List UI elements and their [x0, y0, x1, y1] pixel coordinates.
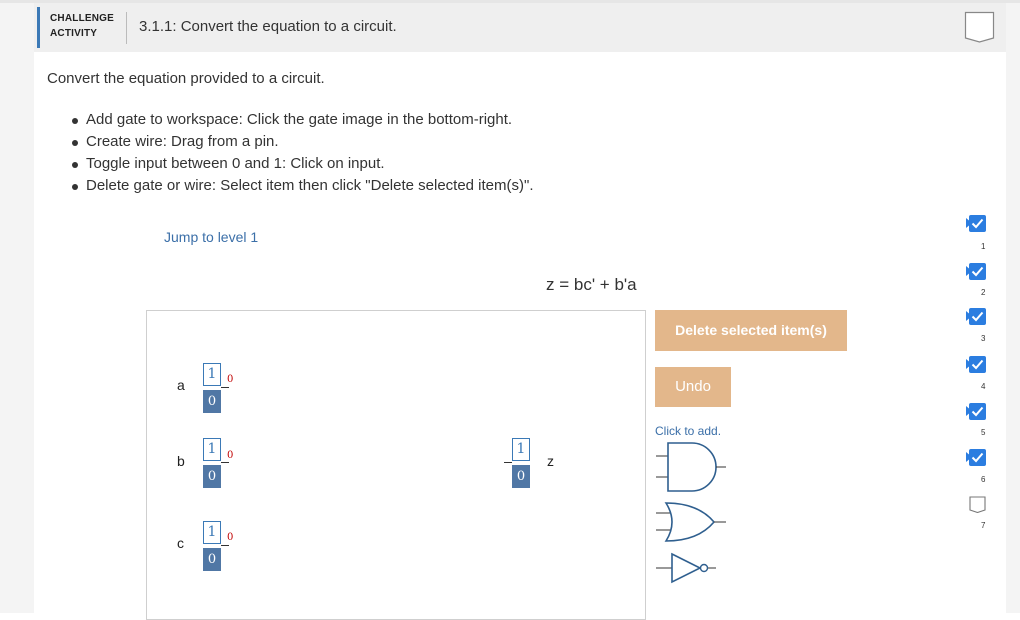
level-7-incomplete-icon[interactable]: [969, 496, 986, 513]
input-value-a: 0: [227, 374, 234, 385]
activity-header: [34, 3, 1006, 52]
circuit-workspace[interactable]: [146, 310, 646, 620]
level-number: 7: [981, 521, 986, 530]
toggle-zero[interactable]: 0: [203, 390, 221, 413]
activity-completion-icon: [964, 11, 995, 43]
level-number: 3: [981, 334, 986, 343]
level-6-complete-icon[interactable]: [969, 449, 986, 466]
undo-button[interactable]: Undo: [655, 367, 731, 407]
input-label-a: a: [177, 377, 185, 393]
input-label-b: b: [177, 453, 185, 469]
output-pin[interactable]: [221, 462, 229, 463]
level-number: 6: [981, 475, 986, 484]
activity-type-label-line2: ACTIVITY: [50, 28, 98, 39]
output-label-z: z: [547, 453, 554, 469]
level-progress: [966, 213, 996, 533]
level-number: 5: [981, 428, 986, 437]
level-3-complete-icon[interactable]: [969, 308, 986, 325]
toggle-one[interactable]: 1: [203, 438, 221, 461]
output-one: 1: [512, 438, 530, 461]
activity-title: 3.1.1: Convert the equation to a circuit.: [139, 18, 397, 35]
target-equation: z = bc' + b'a: [546, 275, 637, 294]
output-indicator-z: [512, 438, 530, 488]
input-toggle-a[interactable]: [203, 363, 221, 413]
output-zero: 0: [512, 465, 530, 488]
toggle-one[interactable]: 1: [203, 521, 221, 544]
or-gate-icon[interactable]: [654, 500, 728, 544]
and-gate-icon[interactable]: [654, 439, 728, 495]
instruction-item: Toggle input between 0 and 1: Click on input.: [86, 153, 534, 175]
instructions-intro: Convert the equation provided to a circuit.: [47, 70, 325, 87]
level-number: 2: [981, 288, 986, 297]
instruction-item: Add gate to workspace: Click the gate image in the bottom-right.: [86, 109, 534, 131]
not-gate-icon[interactable]: [654, 551, 728, 585]
page-gutter-right: [1006, 0, 1020, 613]
output-pin[interactable]: [221, 387, 229, 388]
activity-type-label-line1: CHALLENGE: [50, 13, 115, 24]
page-gutter-left: [0, 0, 34, 613]
jump-to-level-link[interactable]: Jump to level 1: [164, 229, 259, 245]
level-4-complete-icon[interactable]: [969, 356, 986, 373]
level-5-complete-icon[interactable]: [969, 403, 986, 420]
instruction-item: Delete gate or wire: Select item then click "Delete selected item(s)".: [86, 175, 534, 197]
input-pin[interactable]: [504, 462, 512, 463]
input-toggle-c[interactable]: [203, 521, 221, 571]
level-1-complete-icon[interactable]: [969, 215, 986, 232]
level-2-complete-icon[interactable]: [969, 263, 986, 280]
delete-selected-button[interactable]: Delete selected item(s): [655, 310, 847, 351]
level-number: 4: [981, 382, 986, 391]
input-value-b: 0: [227, 450, 234, 461]
instructions-list: [86, 109, 534, 197]
output-pin[interactable]: [221, 545, 229, 546]
header-accent-bar: [37, 7, 40, 48]
input-value-c: 0: [227, 532, 234, 543]
toggle-zero[interactable]: 0: [203, 465, 221, 488]
level-number: 1: [981, 242, 986, 251]
input-label-c: c: [177, 535, 184, 551]
header-divider: [126, 12, 127, 44]
instruction-item: Create wire: Drag from a pin.: [86, 131, 534, 153]
challenge-card: [34, 3, 1006, 613]
toggle-zero[interactable]: 0: [203, 548, 221, 571]
toggle-one[interactable]: 1: [203, 363, 221, 386]
gate-palette-label: Click to add.: [655, 424, 722, 438]
input-toggle-b[interactable]: [203, 438, 221, 488]
